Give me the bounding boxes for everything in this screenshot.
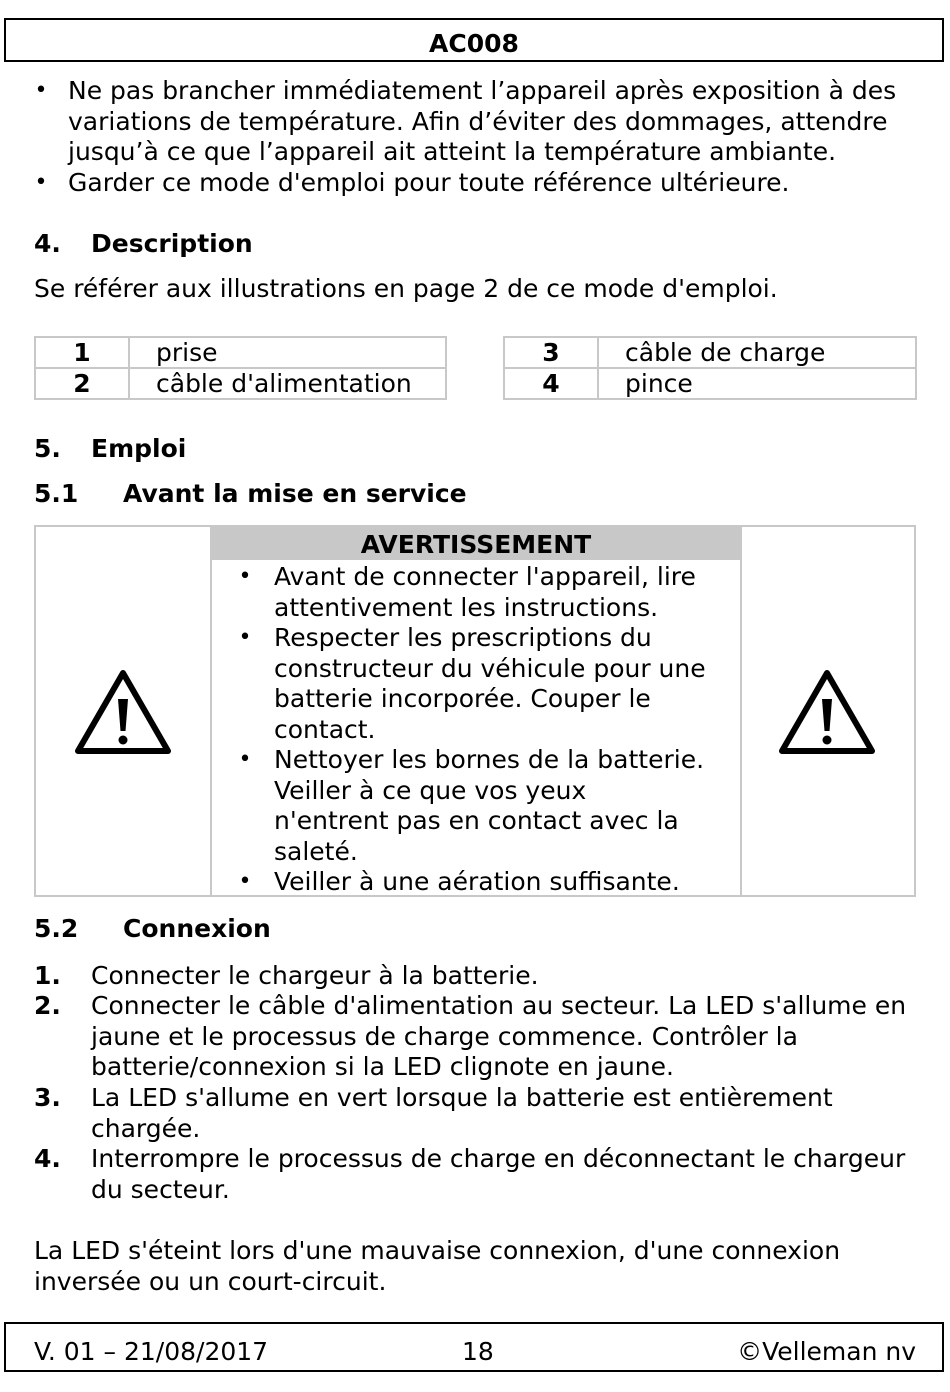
list-item-line: n'entrent pas en contact avec la	[274, 806, 679, 836]
step-text-line: La LED s'allume en vert lorsque la batterie est entièrement	[91, 1083, 833, 1112]
bullet-icon: •	[238, 869, 252, 894]
table-cell-label: câble de charge	[598, 337, 916, 368]
bullet-icon: •	[34, 170, 48, 195]
list-item-line: Avant de connecter l'appareil, lire	[274, 562, 696, 591]
bullet-icon: •	[238, 747, 252, 772]
subsection-title: Avant la mise en service	[123, 479, 467, 508]
bullet-icon: •	[238, 564, 252, 589]
step-number: 2.	[34, 991, 61, 1020]
page-number: 18	[462, 1337, 494, 1366]
list-item-line: jusqu’à ce que l’appareil ait atteint la température ambiante.	[68, 137, 837, 167]
table-cell-label: câble d'alimentation	[129, 368, 446, 399]
list-item-line: Nettoyer les bornes de la batterie.	[274, 745, 705, 774]
table-cell-number: 4	[504, 368, 598, 399]
warning-title: AVERTISSEMENT	[212, 527, 740, 560]
section-number: 4.	[34, 229, 61, 258]
subsection-number: 5.1	[34, 479, 79, 508]
step-text-line: Connecter le chargeur à la batterie.	[91, 961, 539, 990]
list-item-line: saleté.	[274, 836, 358, 866]
table-cell-label: prise	[129, 337, 446, 368]
step-text-line: Interrompre le processus de charge en déconnectant le chargeur	[91, 1144, 906, 1173]
subsection-title: Connexion	[123, 914, 271, 943]
list-item-line: contact.	[274, 714, 376, 744]
note-line: La LED s'éteint lors d'une mauvaise connexion, d'une connexion	[34, 1236, 841, 1265]
connection-note	[34, 1236, 840, 1297]
step-text-line: jaune et le processus de charge commence. Contrôler la	[91, 1021, 798, 1051]
section-number: 5.	[34, 434, 61, 463]
description-table-left	[34, 336, 447, 400]
column-divider	[210, 527, 212, 895]
list-item-line: Respecter les prescriptions du	[274, 623, 652, 652]
list-item-line: Ne pas brancher immédiatement l’appareil après exposition à des	[68, 76, 897, 105]
section-title: Emploi	[91, 434, 187, 463]
bullet-icon: •	[34, 78, 48, 103]
step-number: 1.	[34, 961, 61, 990]
note-line: inversée ou un court-circuit.	[34, 1266, 387, 1296]
document-header	[4, 18, 944, 62]
subsection-number: 5.2	[34, 914, 79, 943]
description-table-right	[503, 336, 917, 400]
table-row	[504, 368, 916, 399]
step-text-line: chargée.	[91, 1113, 201, 1143]
section-text: Se référer aux illustrations en page 2 de ce mode d'emploi.	[34, 274, 778, 303]
table-row	[35, 337, 446, 368]
list-item-line: attentivement les instructions.	[274, 592, 659, 622]
step-number: 3.	[34, 1083, 61, 1112]
warning-triangle-icon	[74, 669, 172, 755]
list-item-line: batterie incorporée. Couper le	[274, 684, 651, 714]
version-date: V. 01 – 21/08/2017	[34, 1337, 269, 1366]
table-cell-label: pince	[598, 368, 916, 399]
table-cell-number: 2	[35, 368, 129, 399]
step-text-line: du secteur.	[91, 1174, 230, 1204]
table-cell-number: 1	[35, 337, 129, 368]
section-title: Description	[91, 229, 253, 258]
table-row	[504, 337, 916, 368]
warning-triangle-icon	[778, 669, 876, 755]
list-item-line: Veiller à une aération suffisante.	[274, 867, 680, 896]
warning-box	[34, 525, 916, 897]
column-divider	[740, 527, 742, 895]
document-footer	[4, 1322, 944, 1372]
copyright: ©Velleman nv	[737, 1337, 916, 1366]
table-cell-number: 3	[504, 337, 598, 368]
list-item-line: variations de température. Afin d’éviter des dommages, attendre	[68, 106, 888, 136]
step-number: 4.	[34, 1144, 61, 1173]
bullet-icon: •	[238, 625, 252, 650]
list-item-line: Veiller à ce que vos yeux	[274, 775, 587, 805]
table-row	[35, 368, 446, 399]
step-text-line: Connecter le câble d'alimentation au secteur. La LED s'allume en	[91, 991, 907, 1020]
document-title: AC008	[429, 29, 519, 58]
list-item-line: Garder ce mode d'emploi pour toute référence ultérieure.	[68, 168, 790, 197]
list-item-line: constructeur du véhicule pour une	[274, 653, 706, 683]
step-text-line: batterie/connexion si la LED clignote en jaune.	[91, 1052, 674, 1082]
